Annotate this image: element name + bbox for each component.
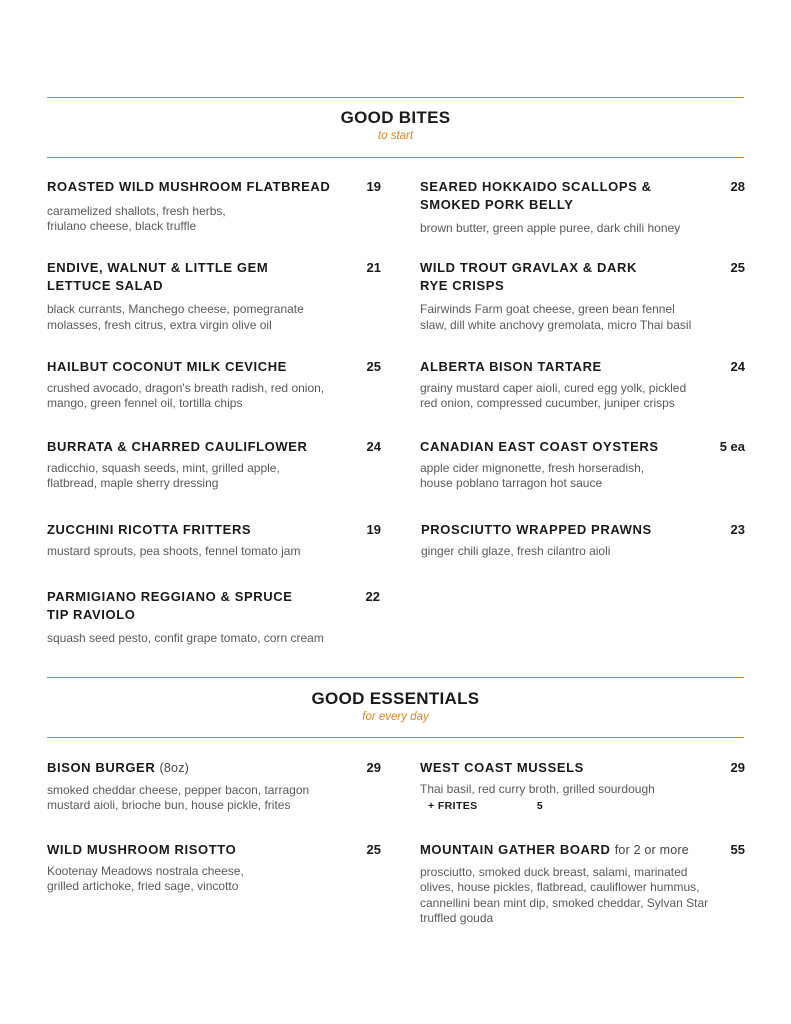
menu-item-description: crushed avocado, dragon's breath radish, red onion, mango, green fennel oil, tortilla chips: [47, 380, 325, 410]
menu-item-price: 25: [730, 260, 745, 275]
menu-item-description: ginger chili glaze, fresh cilantro aioli: [421, 543, 611, 558]
menu-item-description: mustard sprouts, pea shoots, fennel tomato jam: [47, 543, 301, 558]
menu-item-price: 55: [730, 842, 745, 857]
menu-item-description: prosciutto, smoked duck breast, salami, marinated olives, house pickles, flatbread, cauliflower hummus, cannellini bean mint dip, smoked cheddar, Sylvan Star truffled gouda: [420, 864, 709, 925]
menu-item-price: 25: [366, 842, 381, 857]
menu-item: [420, 841, 745, 927]
menu-item-description: smoked cheddar cheese, pepper bacon, tarragon mustard aioli, brioche bun, house pickle, frites: [47, 782, 310, 812]
menu-item-price: 21: [366, 260, 381, 275]
menu-item-name: SEARED HOKKAIDO SCALLOPS & SMOKED PORK BELLY: [420, 179, 652, 212]
menu-item-description: grainy mustard caper aioli, cured egg yolk, pickled red onion, compressed cucumber, juniper crisps: [420, 380, 687, 410]
section-subtitle: for every day: [362, 711, 429, 723]
menu-item-price: 25: [366, 359, 381, 374]
menu-item: [47, 521, 383, 559]
section-title: GOOD BITES: [340, 108, 451, 127]
menu-item-name: PROSCIUTTO WRAPPED PRAWNS: [421, 522, 652, 537]
menu-item-price: 24: [366, 439, 381, 454]
menu-item-price: 22: [365, 589, 380, 604]
menu-item: [47, 438, 383, 492]
section-divider: [47, 677, 744, 678]
menu-item: [47, 588, 383, 647]
menu-item: [420, 358, 745, 412]
menu-item-price: 19: [366, 179, 381, 194]
menu-item-name: WILD MUSHROOM RISOTTO: [47, 842, 237, 857]
menu-item-price: 29: [730, 760, 745, 775]
menu-item: [47, 358, 383, 412]
menu-item-price: 23: [730, 522, 745, 537]
menu-item-name: WEST COAST MUSSELS: [420, 760, 584, 775]
menu-item-name: WILD TROUT GRAVLAX & DARK RYE CRISPS: [420, 260, 637, 293]
menu-item-name: BURRATA & CHARRED CAULIFLOWER: [47, 439, 308, 454]
menu-item-description: caramelized shallots, fresh herbs, friulano cheese, black truffle: [47, 203, 226, 233]
menu-item-description: brown butter, green apple puree, dark chili honey: [420, 221, 681, 235]
menu-item-description: Kootenay Meadows nostrala cheese, grilled artichoke, fried sage, vincotto: [47, 863, 244, 893]
menu-item-name: MOUNTAIN GATHER BOARD for 2 or more: [420, 842, 689, 857]
menu-item-note: (8oz): [159, 761, 190, 775]
menu-item-name: HAILBUT COCONUT MILK CEVICHE: [47, 359, 287, 374]
menu-item-description: Thai basil, red curry broth, grilled sourdough: [420, 781, 655, 796]
menu-item-name: CANADIAN EAST COAST OYSTERS: [420, 439, 659, 454]
menu-item: [420, 438, 745, 492]
menu-item-description: apple cider mignonette, fresh horseradish, house poblano tarragon hot sauce: [420, 460, 645, 490]
menu-item-price: 5 ea: [719, 439, 745, 454]
section-divider: [47, 97, 744, 98]
menu-item: [47, 759, 383, 814]
menu-item-price: 24: [730, 359, 745, 374]
menu-item: [421, 521, 745, 559]
menu-item-price: 28: [730, 179, 745, 194]
menu-item-name: BISON BURGER (8oz): [47, 760, 190, 775]
menu-item: [420, 178, 745, 237]
menu-item: [47, 178, 383, 235]
menu-item: [420, 259, 745, 333]
menu-item-name: ENDIVE, WALNUT & LITTLE GEM LETTUCE SALAD: [47, 260, 269, 293]
section-title: GOOD ESSENTIALS: [311, 689, 480, 708]
section-divider: [47, 737, 744, 738]
menu-item-description: black currants, Manchego cheese, pomegranate molasses, fresh citrus, extra virgin olive oil: [47, 302, 304, 332]
menu-item: [420, 759, 745, 812]
menu-item-name: ALBERTA BISON TARTARE: [420, 359, 602, 374]
section-divider: [47, 157, 744, 158]
menu-item-description: Fairwinds Farm goat cheese, green bean fennel slaw, dill white anchovy gremolata, micro Thai basil: [420, 302, 692, 332]
menu-item-description: squash seed pesto, confit grape tomato, corn cream: [47, 631, 324, 645]
menu-item-note: for 2 or more: [614, 843, 689, 857]
section-subtitle: to start: [377, 130, 414, 142]
menu-item-name: ROASTED WILD MUSHROOM FLATBREAD: [47, 179, 331, 194]
menu-item-name: ZUCCHINI RICOTTA FRITTERS: [47, 522, 252, 537]
menu-item: [47, 841, 383, 895]
menu-item: [47, 259, 383, 333]
menu-item-addon: + FRITES 5: [428, 800, 544, 812]
menu-item-name: PARMIGIANO REGGIANO & SPRUCE TIP RAVIOLO: [47, 589, 293, 622]
menu-item-price: 29: [366, 760, 381, 775]
menu-item-description: radicchio, squash seeds, mint, grilled apple, flatbread, maple sherry dressing: [47, 460, 280, 490]
menu-item-price: 19: [366, 522, 381, 537]
menu-item-addon-price: 5: [536, 800, 544, 812]
